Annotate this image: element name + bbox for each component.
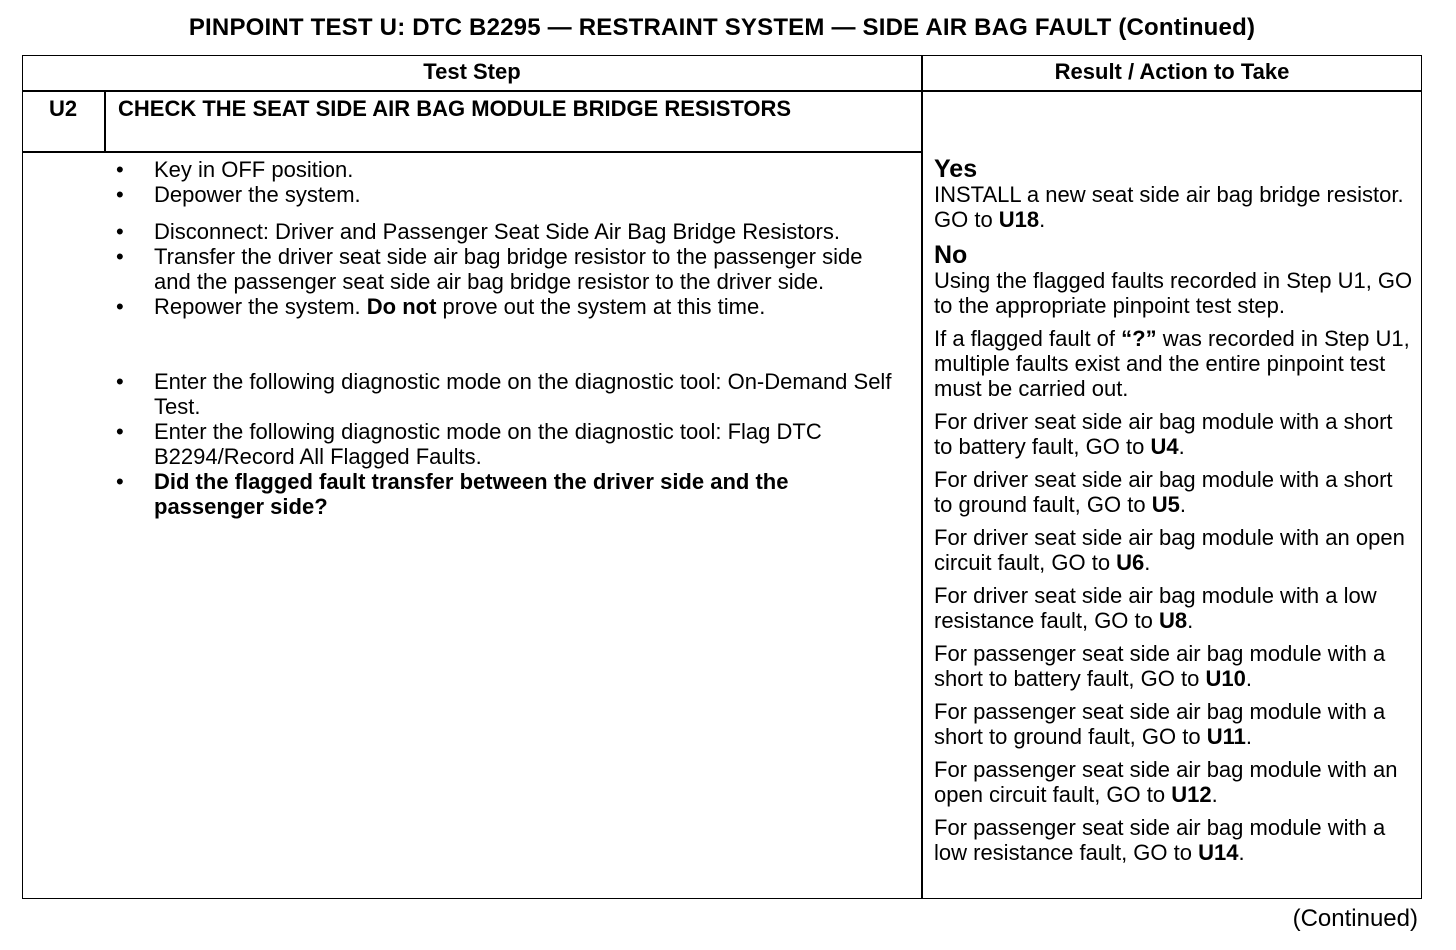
header-result-action: Result / Action to Take (1054, 59, 1290, 84)
list-item (112, 469, 902, 519)
list-item (112, 182, 902, 207)
result-no-label: No (934, 241, 968, 269)
goto-step-link: U8 (1158, 608, 1188, 633)
step-title: CHECK THE SEAT SIDE AIR BAG MODULE BRIDGE RESISTORS (118, 96, 792, 121)
step-instruction-text: Repower the system. Do not prove out the system at this time. (154, 294, 766, 319)
goto-step-link: U6 (1116, 550, 1145, 575)
bullet: • (116, 369, 124, 394)
step-question: Did the flagged fault transfer between the driver side and the passenger side? (154, 469, 789, 519)
step-instruction-text: Depower the system. (154, 182, 361, 207)
result-action-item: For passenger seat side air bag module with a short to battery fault, GO to U10. (934, 641, 1386, 691)
step-instruction-text: Enter the following diagnostic mode on the diagnostic tool: On-Demand Self Test. (154, 369, 892, 419)
result-action-item: For driver seat side air bag module with a low resistance fault, GO to U8. (934, 583, 1377, 633)
step-instruction-text: Enter the following diagnostic mode on the diagnostic tool: Flag DTC B2294/Record All Flagged Faults. (154, 419, 822, 469)
bullet: • (116, 244, 124, 269)
goto-step-link: U12 (1171, 782, 1212, 807)
result-action-item: For driver seat side air bag module with a short to battery fault, GO to U4. (934, 409, 1393, 459)
step-instruction-text: Key in OFF position. (154, 157, 354, 182)
goto-step-link: U4 (1150, 434, 1179, 459)
list-item (112, 369, 902, 419)
result-action-item: For driver seat side air bag module with a short to ground fault, GO to U5. (934, 467, 1393, 517)
bullet: • (116, 294, 124, 319)
goto-step-link: U11 (1206, 724, 1246, 749)
bullet: • (116, 219, 124, 244)
goto-step-link: U10 (1205, 666, 1246, 691)
step-instruction-text: Disconnect: Driver and Passenger Seat Side Air Bag Bridge Resistors. (154, 219, 840, 244)
step-id: U2 (48, 96, 78, 121)
step-instructions (112, 157, 902, 519)
result-action-item: For passenger seat side air bag module with a short to ground fault, GO to U11. (934, 699, 1386, 749)
bullet: • (116, 182, 124, 207)
column-divider (921, 55, 923, 899)
result-action-panel (934, 156, 1414, 865)
list-item (112, 419, 902, 469)
header-divider (22, 90, 1422, 92)
result-yes-text: INSTALL a new seat side air bag bridge resistor. GO to U18. (934, 182, 1404, 232)
result-yes-label: Yes (934, 155, 978, 183)
step-title-divider (22, 151, 922, 153)
list-item (112, 294, 902, 319)
question-mark-symbol: “?” (1121, 326, 1157, 351)
result-action-item: For passenger seat side air bag module with a low resistance fault, GO to U14. (934, 815, 1386, 865)
header-test-step: Test Step (423, 59, 521, 84)
list-item (112, 244, 902, 294)
result-no-text: Using the flagged faults recorded in Step U1, GO to the appropriate pinpoint test step. (934, 268, 1413, 318)
goto-step-link: U18 (998, 207, 1040, 232)
continued-footer: (Continued) (1292, 905, 1418, 932)
page-title: PINPOINT TEST U: DTC B2295 — RESTRAINT SYSTEM — SIDE AIR BAG FAULT (Continued) (188, 14, 1256, 41)
goto-step-link: U14 (1198, 840, 1239, 865)
list-item (112, 157, 902, 182)
emphasis-do-not: Do not (366, 294, 437, 319)
step-instruction-text: Transfer the driver seat side air bag bridge resistor to the passenger side and the passenger seat side air bag bridge resistor to the driver side. (154, 244, 863, 294)
list-item (112, 219, 902, 244)
result-multiple-faults-note: If a flagged fault of “?” was recorded in Step U1, multiple faults exist and the entire pinpoint test must be carried out. (934, 326, 1410, 401)
bullet: • (116, 157, 124, 182)
bullet: • (116, 469, 124, 494)
result-action-item: For driver seat side air bag module with an open circuit fault, GO to U6. (934, 525, 1405, 575)
goto-step-link: U5 (1151, 492, 1180, 517)
bullet: • (116, 419, 124, 444)
result-action-item: For passenger seat side air bag module with an open circuit fault, GO to U12. (934, 757, 1398, 807)
step-id-divider (104, 90, 106, 152)
